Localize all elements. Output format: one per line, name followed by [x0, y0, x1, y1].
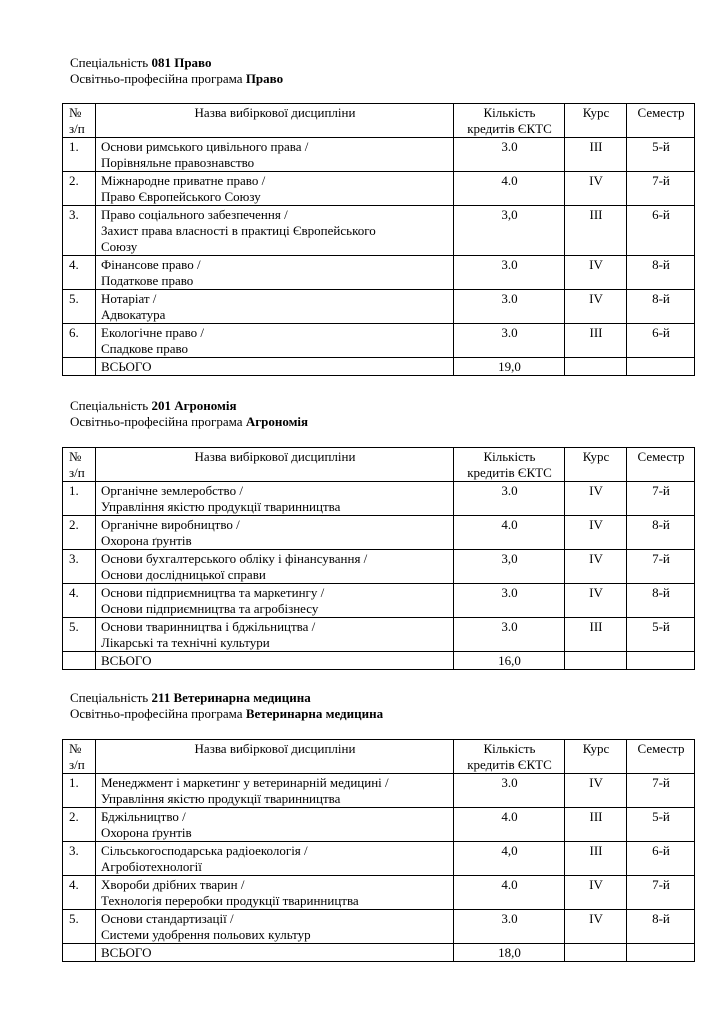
header-number: № з/п	[63, 104, 96, 138]
course-name-line: Податкове право	[101, 273, 194, 288]
course-name	[96, 516, 454, 550]
credits-cell: 3.0	[454, 138, 565, 172]
specialty-line: Спеціальність 211 Ветеринарна медицина	[70, 690, 311, 705]
course-name-line: Лікарські та технічні культури	[101, 635, 270, 650]
table-row	[63, 516, 695, 550]
credits-cell: 3.0	[454, 482, 565, 516]
course-name	[96, 808, 454, 842]
course-name-line: Нотаріат /	[101, 291, 157, 306]
credits-cell: 3.0	[454, 256, 565, 290]
semester-cell: 6-й	[627, 324, 695, 358]
credits-cell: 4,0	[454, 842, 565, 876]
total-row	[63, 358, 695, 376]
row-number: 5.	[63, 618, 96, 652]
semester-cell: 7-й	[627, 876, 695, 910]
table-header-row	[63, 448, 695, 482]
course-name-line: Хвороби дрібних тварин /	[101, 877, 245, 892]
course-year-cell: IV	[565, 910, 627, 944]
row-number: 2.	[63, 808, 96, 842]
header-course: Курс	[565, 740, 627, 774]
table-row	[63, 876, 695, 910]
table-row	[63, 206, 695, 256]
course-year-cell: IV	[565, 550, 627, 584]
course-name-line: Основи римського цивільного права /	[101, 139, 309, 154]
course-year-cell: IV	[565, 482, 627, 516]
total-empty-cell	[565, 944, 627, 962]
semester-cell: 5-й	[627, 138, 695, 172]
header-number: № з/п	[63, 448, 96, 482]
semester-cell: 5-й	[627, 808, 695, 842]
total-empty-cell	[627, 652, 695, 670]
credits-cell: 3.0	[454, 584, 565, 618]
electives-table	[62, 447, 695, 670]
credits-cell: 3.0	[454, 774, 565, 808]
course-name	[96, 876, 454, 910]
course-name-line: Міжнародне приватне право /	[101, 173, 266, 188]
course-name-line: Управління якістю продукції тваринництва	[101, 499, 341, 514]
total-label: ВСЬОГО	[96, 652, 454, 670]
table-row	[63, 842, 695, 876]
header-credits: Кількість кредитів ЄКТС	[454, 104, 565, 138]
semester-cell: 8-й	[627, 256, 695, 290]
semester-cell: 7-й	[627, 482, 695, 516]
course-name	[96, 774, 454, 808]
course-year-cell: IV	[565, 516, 627, 550]
total-empty-cell	[63, 944, 96, 962]
total-empty-cell	[63, 652, 96, 670]
program-line: Освітньо-професійна програма Агрономія	[70, 414, 309, 429]
course-year-cell: IV	[565, 172, 627, 206]
semester-cell: 8-й	[627, 584, 695, 618]
credits-cell: 4.0	[454, 876, 565, 910]
credits-cell: 4.0	[454, 172, 565, 206]
total-empty-cell	[565, 652, 627, 670]
row-number: 1.	[63, 774, 96, 808]
row-number: 4.	[63, 256, 96, 290]
course-name-line: Основи стандартизації /	[101, 911, 234, 926]
course-name-line: Охорона ґрунтів	[101, 533, 192, 548]
course-name-line: Адвокатура	[101, 307, 166, 322]
course-name-line: Основи підприємництва та агробізнесу	[101, 601, 319, 616]
semester-cell: 7-й	[627, 774, 695, 808]
specialty-line: Спеціальність 201 Агрономія	[70, 398, 237, 413]
course-year-cell: III	[565, 138, 627, 172]
table-row	[63, 618, 695, 652]
course-name-line: Порівняльне правознавство	[101, 155, 255, 170]
course-name-line: Право соціального забезпечення /	[101, 207, 288, 222]
electives-table	[62, 739, 695, 962]
course-name-line: Органічне виробництво /	[101, 517, 240, 532]
course-name	[96, 290, 454, 324]
credits-cell: 4.0	[454, 516, 565, 550]
course-year-cell: III	[565, 618, 627, 652]
course-name-line: Менеджмент і маркетинг у ветеринарній медицині /	[101, 775, 389, 790]
program-line: Освітньо-професійна програма Право	[70, 71, 284, 86]
row-number: 4.	[63, 584, 96, 618]
semester-cell: 6-й	[627, 206, 695, 256]
course-name-line: Агробіотехнології	[101, 859, 202, 874]
total-label: ВСЬОГО	[96, 358, 454, 376]
credits-cell: 3,0	[454, 550, 565, 584]
table-row	[63, 808, 695, 842]
course-name-line: Управління якістю продукції тваринництва	[101, 791, 341, 806]
course-name	[96, 842, 454, 876]
header-course: Курс	[565, 448, 627, 482]
course-name-line: Органічне землеробство /	[101, 483, 243, 498]
course-name-line: Право Європейського Союзу	[101, 189, 261, 204]
row-number: 3.	[63, 550, 96, 584]
row-number: 2.	[63, 172, 96, 206]
row-number: 1.	[63, 138, 96, 172]
course-year-cell: III	[565, 206, 627, 256]
credits-cell: 3,0	[454, 206, 565, 256]
specialty-line: Спеціальність 081 Право	[70, 55, 212, 70]
semester-cell: 8-й	[627, 910, 695, 944]
total-credits: 16,0	[454, 652, 565, 670]
semester-cell: 7-й	[627, 550, 695, 584]
semester-cell: 8-й	[627, 516, 695, 550]
course-name-line: Системи удобрення польових культур	[101, 927, 311, 942]
credits-cell: 3.0	[454, 618, 565, 652]
course-name-line: Екологічне право /	[101, 325, 205, 340]
total-empty-cell	[627, 944, 695, 962]
table-row	[63, 290, 695, 324]
section-veterinary	[62, 690, 694, 962]
header-name: Назва вибіркової дисципліни	[96, 740, 454, 774]
course-year-cell: IV	[565, 256, 627, 290]
header-number: № з/п	[63, 740, 96, 774]
semester-cell: 8-й	[627, 290, 695, 324]
credits-cell: 3.0	[454, 324, 565, 358]
course-name	[96, 910, 454, 944]
table-row	[63, 774, 695, 808]
table-header-row	[63, 740, 695, 774]
course-year-cell: III	[565, 808, 627, 842]
semester-cell: 6-й	[627, 842, 695, 876]
program-line: Освітньо-професійна програма Ветеринарна медицина	[70, 706, 384, 721]
row-number: 3.	[63, 206, 96, 256]
total-row	[63, 944, 695, 962]
table-row	[63, 584, 695, 618]
section-law	[62, 55, 694, 376]
header-credits: Кількість кредитів ЄКТС	[454, 448, 565, 482]
course-name	[96, 618, 454, 652]
course-year-cell: IV	[565, 876, 627, 910]
course-name-line: Фінансове право /	[101, 257, 201, 272]
course-name-line: Основи підприємництва та маркетингу /	[101, 585, 325, 600]
row-number: 5.	[63, 910, 96, 944]
table-header-row	[63, 104, 695, 138]
credits-cell: 3.0	[454, 910, 565, 944]
header-name: Назва вибіркової дисципліни	[96, 104, 454, 138]
row-number: 1.	[63, 482, 96, 516]
credits-cell: 3.0	[454, 290, 565, 324]
header-name: Назва вибіркової дисципліни	[96, 448, 454, 482]
course-year-cell: IV	[565, 584, 627, 618]
course-name-line: Технологія переробки продукції тваринництва	[101, 893, 359, 908]
course-name	[96, 482, 454, 516]
header-semester: Семестр	[627, 104, 695, 138]
course-name	[96, 256, 454, 290]
total-empty-cell	[565, 358, 627, 376]
semester-cell: 5-й	[627, 618, 695, 652]
row-number: 2.	[63, 516, 96, 550]
course-name-line: Бджільництво /	[101, 809, 186, 824]
electives-table	[62, 103, 695, 376]
course-name	[96, 138, 454, 172]
table-row	[63, 138, 695, 172]
credits-cell: 4.0	[454, 808, 565, 842]
course-name-line: Охорона ґрунтів	[101, 825, 192, 840]
course-name-line: Сільськогосподарська радіоекологія /	[101, 843, 308, 858]
table-row	[63, 910, 695, 944]
row-number: 4.	[63, 876, 96, 910]
course-name-line: Спадкове право	[101, 341, 189, 356]
table-row	[63, 172, 695, 206]
course-name	[96, 584, 454, 618]
course-name	[96, 172, 454, 206]
course-year-cell: IV	[565, 774, 627, 808]
semester-cell: 7-й	[627, 172, 695, 206]
total-row	[63, 652, 695, 670]
header-semester: Семестр	[627, 740, 695, 774]
course-name	[96, 324, 454, 358]
course-year-cell: IV	[565, 290, 627, 324]
section-agronomy	[62, 398, 694, 670]
total-label: ВСЬОГО	[96, 944, 454, 962]
course-year-cell: III	[565, 324, 627, 358]
course-year-cell: III	[565, 842, 627, 876]
table-row	[63, 550, 695, 584]
course-name-line: Основи бухгалтерського обліку і фінансування /	[101, 551, 368, 566]
course-name	[96, 206, 454, 256]
course-name-line: Основи дослідницької справи	[101, 567, 266, 582]
table-row	[63, 482, 695, 516]
header-course: Курс	[565, 104, 627, 138]
course-name	[96, 550, 454, 584]
row-number: 6.	[63, 324, 96, 358]
total-credits: 19,0	[454, 358, 565, 376]
header-credits: Кількість кредитів ЄКТС	[454, 740, 565, 774]
header-semester: Семестр	[627, 448, 695, 482]
course-name-line: Союзу	[101, 239, 138, 254]
row-number: 5.	[63, 290, 96, 324]
course-name-line: Основи тваринництва і бджільництва /	[101, 619, 316, 634]
total-empty-cell	[627, 358, 695, 376]
course-name-line: Захист права власності в практиці Європейського	[101, 223, 376, 238]
total-credits: 18,0	[454, 944, 565, 962]
table-row	[63, 256, 695, 290]
table-row	[63, 324, 695, 358]
row-number: 3.	[63, 842, 96, 876]
total-empty-cell	[63, 358, 96, 376]
